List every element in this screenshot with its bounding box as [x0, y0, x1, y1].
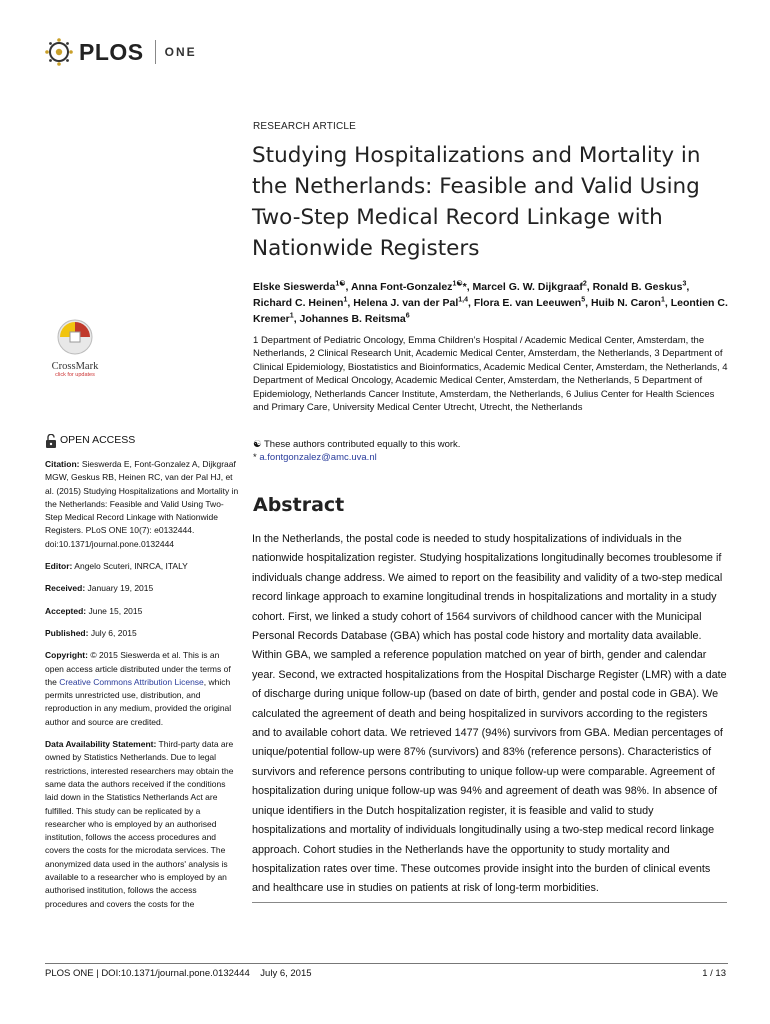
- logo-divider: [155, 40, 156, 64]
- page-number: 1 / 13: [702, 968, 726, 979]
- journal-logo-sub: ONE: [164, 45, 197, 59]
- accepted-block: Accepted: June 15, 2015: [45, 605, 143, 616]
- equal-contribution-note: ☯ These authors contributed equally to this work.: [253, 439, 461, 450]
- abstract-divider: [252, 902, 727, 903]
- author[interactable]: Ronald B. Geskus$^3$,: [592, 280, 690, 293]
- copyright-block: Copyright: © 2015 Sieswerda et al. This is an open access article distributed under the terms of the Creative Commons Attribution License, which permits unrestricted use, distribution, and reproduction in any medium, provided the original author and source are credited.: [45, 650, 232, 727]
- editor-block: Editor: Angelo Scuteri, INRCA, ITALY: [45, 561, 188, 572]
- affiliation: 1 Department of Pediatric Oncology, Emma Children’s Hospital / Academic Medical Center, Amsterdam, the Netherlands,: [253, 335, 705, 360]
- received-block: Received: January 19, 2015: [45, 583, 154, 594]
- license-link[interactable]: Creative Commons Attribution License: [59, 676, 204, 687]
- affiliation: 3 Department of Clinical Epidemiology, Biostatistics and Bioinformatics, Academic Medical Center, Amsterdam, the Netherlands,: [253, 348, 723, 373]
- author[interactable]: Marcel G. W. Dijkgraaf$^2$,: [472, 280, 593, 293]
- affiliation: 5 Department of Epidemiology, Netherlands Cancer Institute, Amsterdam, the Netherlands,: [253, 375, 703, 400]
- author[interactable]: Anna Font-Gonzalez$^{1☯}$*,: [350, 280, 473, 293]
- affiliations: [253, 334, 728, 414]
- article-type: RESEARCH ARTICLE: [253, 121, 357, 132]
- affiliation: 6 Julius Center for Health Sciences and Primary Care, University Medical Center Utrecht, Utrecht, the Netherlands: [253, 388, 715, 414]
- corresponding-author-note: * a.fontgonzalez@amc.uva.nl: [253, 452, 377, 464]
- data-availability-block: Data Availability Statement: Third-party data are owned by Statistics Netherlands. Due to legal restrictions, interested researchers may obtain the same data the authors received if the conditions laid down in the Statistics Netherlands Act are fulfilled. This study can be replicated by a researcher who is employed by an authorised institution, follows the access procedures and covers the costs for the microdata services. The anonymized data used in the authors' analysis is available to a researcher who is employed by an authorised institution, follows the access procedures and covers the costs for the: [45, 739, 234, 909]
- published-block: Published: July 6, 2015: [45, 627, 137, 638]
- author-notes: [253, 438, 723, 465]
- footer-citation: PLOS ONE | DOI:10.1371/journal.pone.0132444 July 6, 2015: [45, 968, 312, 979]
- open-lock-icon: [45, 434, 57, 448]
- author[interactable]: Leontien C. Kremer$^1$,: [253, 297, 728, 325]
- abstract-heading: Abstract: [253, 494, 345, 516]
- author[interactable]: Huib N. Caron$^1$,: [590, 296, 671, 309]
- crossmark-label: CrossMark: [51, 361, 99, 372]
- author[interactable]: Helena J. van der Pal$^{1,4}$,: [353, 296, 474, 309]
- author-list: [253, 279, 728, 327]
- affiliation: 2 Clinical Research Unit, Academic Medical Center, Amsterdam, the Netherlands,: [309, 348, 652, 360]
- article-title: Studying Hospitalizations and Mortality in the Netherlands: Feasible and Valid Using Two-Step Medical Record Linkage with Nationwide Registers: [252, 143, 701, 261]
- author[interactable]: Richard C. Heinen$^1$,: [253, 296, 354, 309]
- crossmark-sub: click for updates: [55, 372, 95, 378]
- journal-logo-text: PLOS: [79, 38, 144, 65]
- crossmark-badge[interactable]: [45, 318, 105, 380]
- author[interactable]: Flora E. van Leeuwen$^5$,: [473, 296, 591, 309]
- journal-header: [44, 36, 197, 68]
- author[interactable]: Johannes B. Reitsma$^6$: [299, 312, 410, 325]
- citation-block: Citation: Sieswerda E, Font-Gonzalez A, Dijkgraaf MGW, Geskus RB, Heinen RC, van der Pal HJ, et al. (2015) Studying Hospitalizations and Mortality in the Netherlands: Feasible and Valid Using Two-Step Medical Record Linkage with Nationwide Registers. PLoS ONE 10(7): e0132444. doi:10.1371/journal.pone.0132444: [45, 459, 239, 549]
- affiliation: 4 Department of Medical Oncology, Academic Medical Center, Amsterdam, the Netherlands,: [253, 361, 728, 387]
- plos-logo-icon: [44, 37, 74, 67]
- open-access-label: OPEN ACCESS: [45, 434, 240, 448]
- footer-divider: [45, 963, 728, 964]
- author[interactable]: Elske Sieswerda$^{1☯}$,: [253, 280, 351, 293]
- abstract-body: In the Netherlands, the postal code is needed to study hospitalizations of individuals in the nationwide hospitalization register. Studying hospitalizations longitudinally becomes troublesome if individuals change address. We aimed to report on the feasibility and validity of a two-step medical record linkage approach to examine longitudinal trends in hospitalizations and mortality in a study cohort. First, we linked a study cohort of 1564 survivors of childhood cancer with the Municipal Personal Records Database (GBA) which has postal code history and mortality data available. Within GBA, we sampled a reference population matched on year of birth, gender and calendar year. Second, we extracted hospitalizations from the Hospital Discharge Register (LMR) with a date of discharge during unique follow-up (based on date of birth, gender and postal code in GBA). We calculated the agreement of death and being hospitalized in survivors according to the registers and to available cohort data. We retrieved 1477 (94%) survivors from GBA. Median percentages of unique/potential follow-up were 87% (survivors) and 83% (reference persons). Characteristics of survivors and reference persons contributing to unique follow-up were comparable. Agreement of hospitalization during unique follow-up was 94% and agreement of death was 98%. In absence of unique identifiers in the Dutch hospitalization register, it is feasible and valid to study hospitalizations and mortality of individuals longitudinally using a two-step medical record linkage approach. Cohort studies in the Netherlands have the opportunity to study mortality and hospitalization rates over time. These outcomes provide insight into the burden of clinical events and healthcare use in studies on patients at risk of long-term morbidities.: [252, 533, 727, 895]
- article-info-sidebar: [45, 434, 240, 920]
- crossmark-icon: [56, 318, 94, 358]
- email-link[interactable]: a.fontgonzalez@amc.uva.nl: [259, 452, 377, 464]
